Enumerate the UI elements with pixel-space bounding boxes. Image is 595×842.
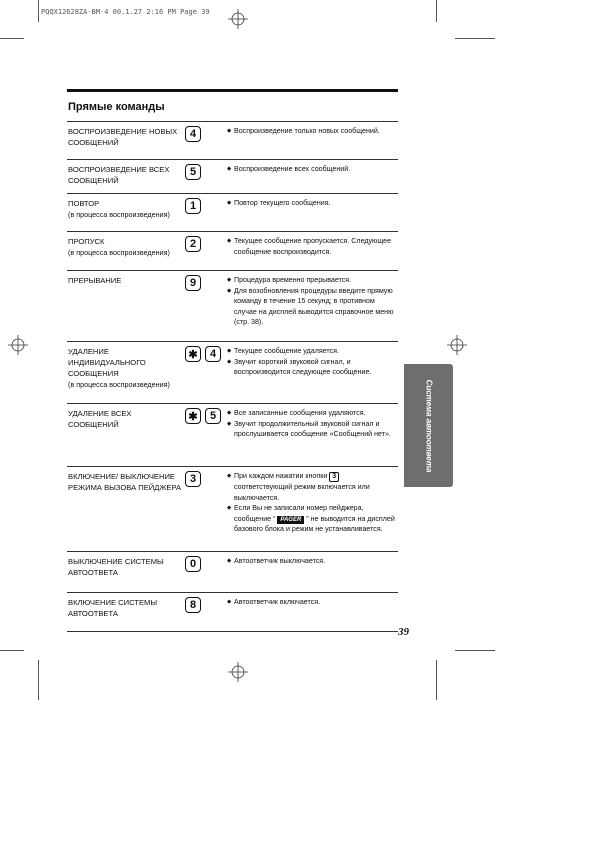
dial-key-4: 4 [185, 126, 201, 142]
description-item: ◆ Повтор текущего сообщения. [227, 198, 398, 209]
crop-mark [38, 0, 39, 22]
dial-key-2: 2 [185, 236, 201, 252]
dial-key-4: 4 [205, 346, 221, 362]
dial-key-5: 5 [205, 408, 221, 424]
key-group [185, 275, 201, 291]
description-item: ◆ Звучит продолжительный звуковой сигнал и прослушивается сообщение «Сообщений нет». [227, 419, 398, 440]
dial-key-5: 5 [185, 164, 201, 180]
command-name [68, 236, 183, 258]
description-item: ◆ Если Вы не записали номер пейджера, сообщение “ PAGER ” не выводится на дисплей базового блока и режим не устанавливается. [227, 503, 398, 535]
crop-mark [38, 660, 39, 700]
crop-mark [0, 650, 24, 651]
command-row [67, 193, 398, 231]
command-description [227, 597, 398, 608]
key-group [185, 236, 201, 252]
dial-key-9: 9 [185, 275, 201, 291]
description-item: ◆ Воспроизведение только новых сообщений. [227, 126, 398, 137]
description-item: ◆ Процедура временно прерывается. [227, 275, 398, 286]
command-row [67, 592, 398, 632]
command-row [67, 341, 398, 403]
title-rule [67, 89, 398, 92]
command-row [67, 270, 398, 341]
command-label: ПОВТОР [68, 199, 100, 208]
command-description [227, 275, 398, 328]
command-label: ВКЛЮЧЕНИЕ/ ВЫКЛЮЧЕНИЕ РЕЖИМА ВЫЗОВА ПЕЙДЖЕРА [68, 472, 182, 492]
command-name [68, 346, 183, 390]
command-label: ПРЕРЫВАНИЕ [68, 276, 122, 285]
command-description [227, 471, 398, 535]
command-description [227, 164, 398, 175]
command-description [227, 556, 398, 567]
key-group [185, 556, 201, 572]
description-item: ◆ Все записанные сообщения удаляются. [227, 408, 398, 419]
key-group [185, 346, 221, 362]
command-name [68, 164, 183, 186]
description-item: ◆ Автоответчик включается. [227, 597, 398, 608]
key-group [185, 408, 221, 424]
crop-mark [0, 38, 24, 39]
print-header: PQQX12628ZA-BM-4 00.1.27 2:16 PM Page 39 [41, 8, 210, 16]
command-condition: (в процесса воспроизведения) [68, 248, 170, 257]
command-row [67, 121, 398, 159]
description-item: ◆ Текущее сообщение пропускается. Следующее сообщение воспроизводится. [227, 236, 398, 257]
command-label: УДАЛЕНИЕ ВСЕХ СООБЩЕНИЙ [68, 409, 132, 429]
crop-mark [455, 650, 495, 651]
crop-mark [436, 0, 437, 22]
command-name [68, 126, 183, 148]
command-condition: (в процесса воспроизведения) [68, 210, 170, 219]
command-label: ВОСПРОИЗВЕДЕНИЕ ВСЕХ СООБЩЕНИЙ [68, 165, 170, 185]
command-label: ПРОПУСК [68, 237, 105, 246]
description-item: ◆ Автоответчик выключается. [227, 556, 398, 567]
command-row [67, 231, 398, 270]
command-name [68, 275, 183, 286]
description-item: ◆ Воспроизведение всех сообщений. [227, 164, 398, 175]
description-item: ◆ Звучит короткий звуковой сигнал, и воспроизводится следующее сообщение. [227, 357, 398, 378]
description-item: ◆ Текущее сообщение удаляется. [227, 346, 398, 357]
dial-key-3-inline: 3 [329, 472, 339, 482]
page-number: 39 [398, 626, 409, 638]
registration-mark-icon [447, 335, 467, 355]
crop-mark [436, 660, 437, 700]
star-key-icon: ✱ [185, 408, 201, 424]
crop-mark [455, 38, 495, 39]
registration-mark-icon [228, 9, 248, 29]
command-name [68, 408, 183, 430]
dial-key-3: 3 [185, 471, 201, 487]
command-label: ВЫКЛЮЧЕНИЕ СИСТЕМЫ АВТООТВЕТА [68, 557, 164, 577]
command-description [227, 126, 398, 137]
commands-table [67, 121, 398, 632]
command-name [68, 556, 183, 578]
section-title: Прямые команды [68, 101, 165, 113]
side-tab-label: Система автоответа [424, 379, 433, 472]
command-description [227, 198, 398, 209]
description-item: ◆ При каждом нажатии кнопки 3 соответствующий режим включается или выключается. [227, 471, 398, 503]
command-description [227, 236, 398, 257]
dial-key-1: 1 [185, 198, 201, 214]
command-row [67, 551, 398, 592]
command-row [67, 403, 398, 466]
command-label: УДАЛЕНИЕ ИНДИВИДУАЛЬНОГО СООБЩЕНИЯ [68, 347, 146, 378]
command-condition: (в процесса воспроизведения) [68, 380, 170, 389]
dial-key-0: 0 [185, 556, 201, 572]
star-key-icon: ✱ [185, 346, 201, 362]
command-description [227, 408, 398, 440]
dial-key-8: 8 [185, 597, 201, 613]
command-name [68, 471, 183, 493]
command-name [68, 597, 183, 619]
pager-badge: PAGER [277, 516, 304, 524]
command-name [68, 198, 183, 220]
key-group [185, 471, 201, 487]
command-row [67, 159, 398, 193]
command-description [227, 346, 398, 378]
command-label: ВОСПРОИЗВЕДЕНИЕ НОВЫХ СООБЩЕНИЙ [68, 127, 178, 147]
key-group [185, 126, 201, 142]
description-item: ◆ Для возобновления процедуры введите прямую команду в течение 15 секунд; в противном случае на дисплей выводится справочное меню (стр. 38). [227, 286, 398, 328]
key-group [185, 198, 201, 214]
command-label: ВКЛЮЧЕНИЕ СИСТЕМЫ АВТООТВЕТА [68, 598, 158, 618]
registration-mark-icon [228, 662, 248, 682]
key-group [185, 597, 201, 613]
command-row [67, 466, 398, 551]
key-group [185, 164, 201, 180]
registration-mark-icon [8, 335, 28, 355]
side-tab [404, 364, 453, 487]
